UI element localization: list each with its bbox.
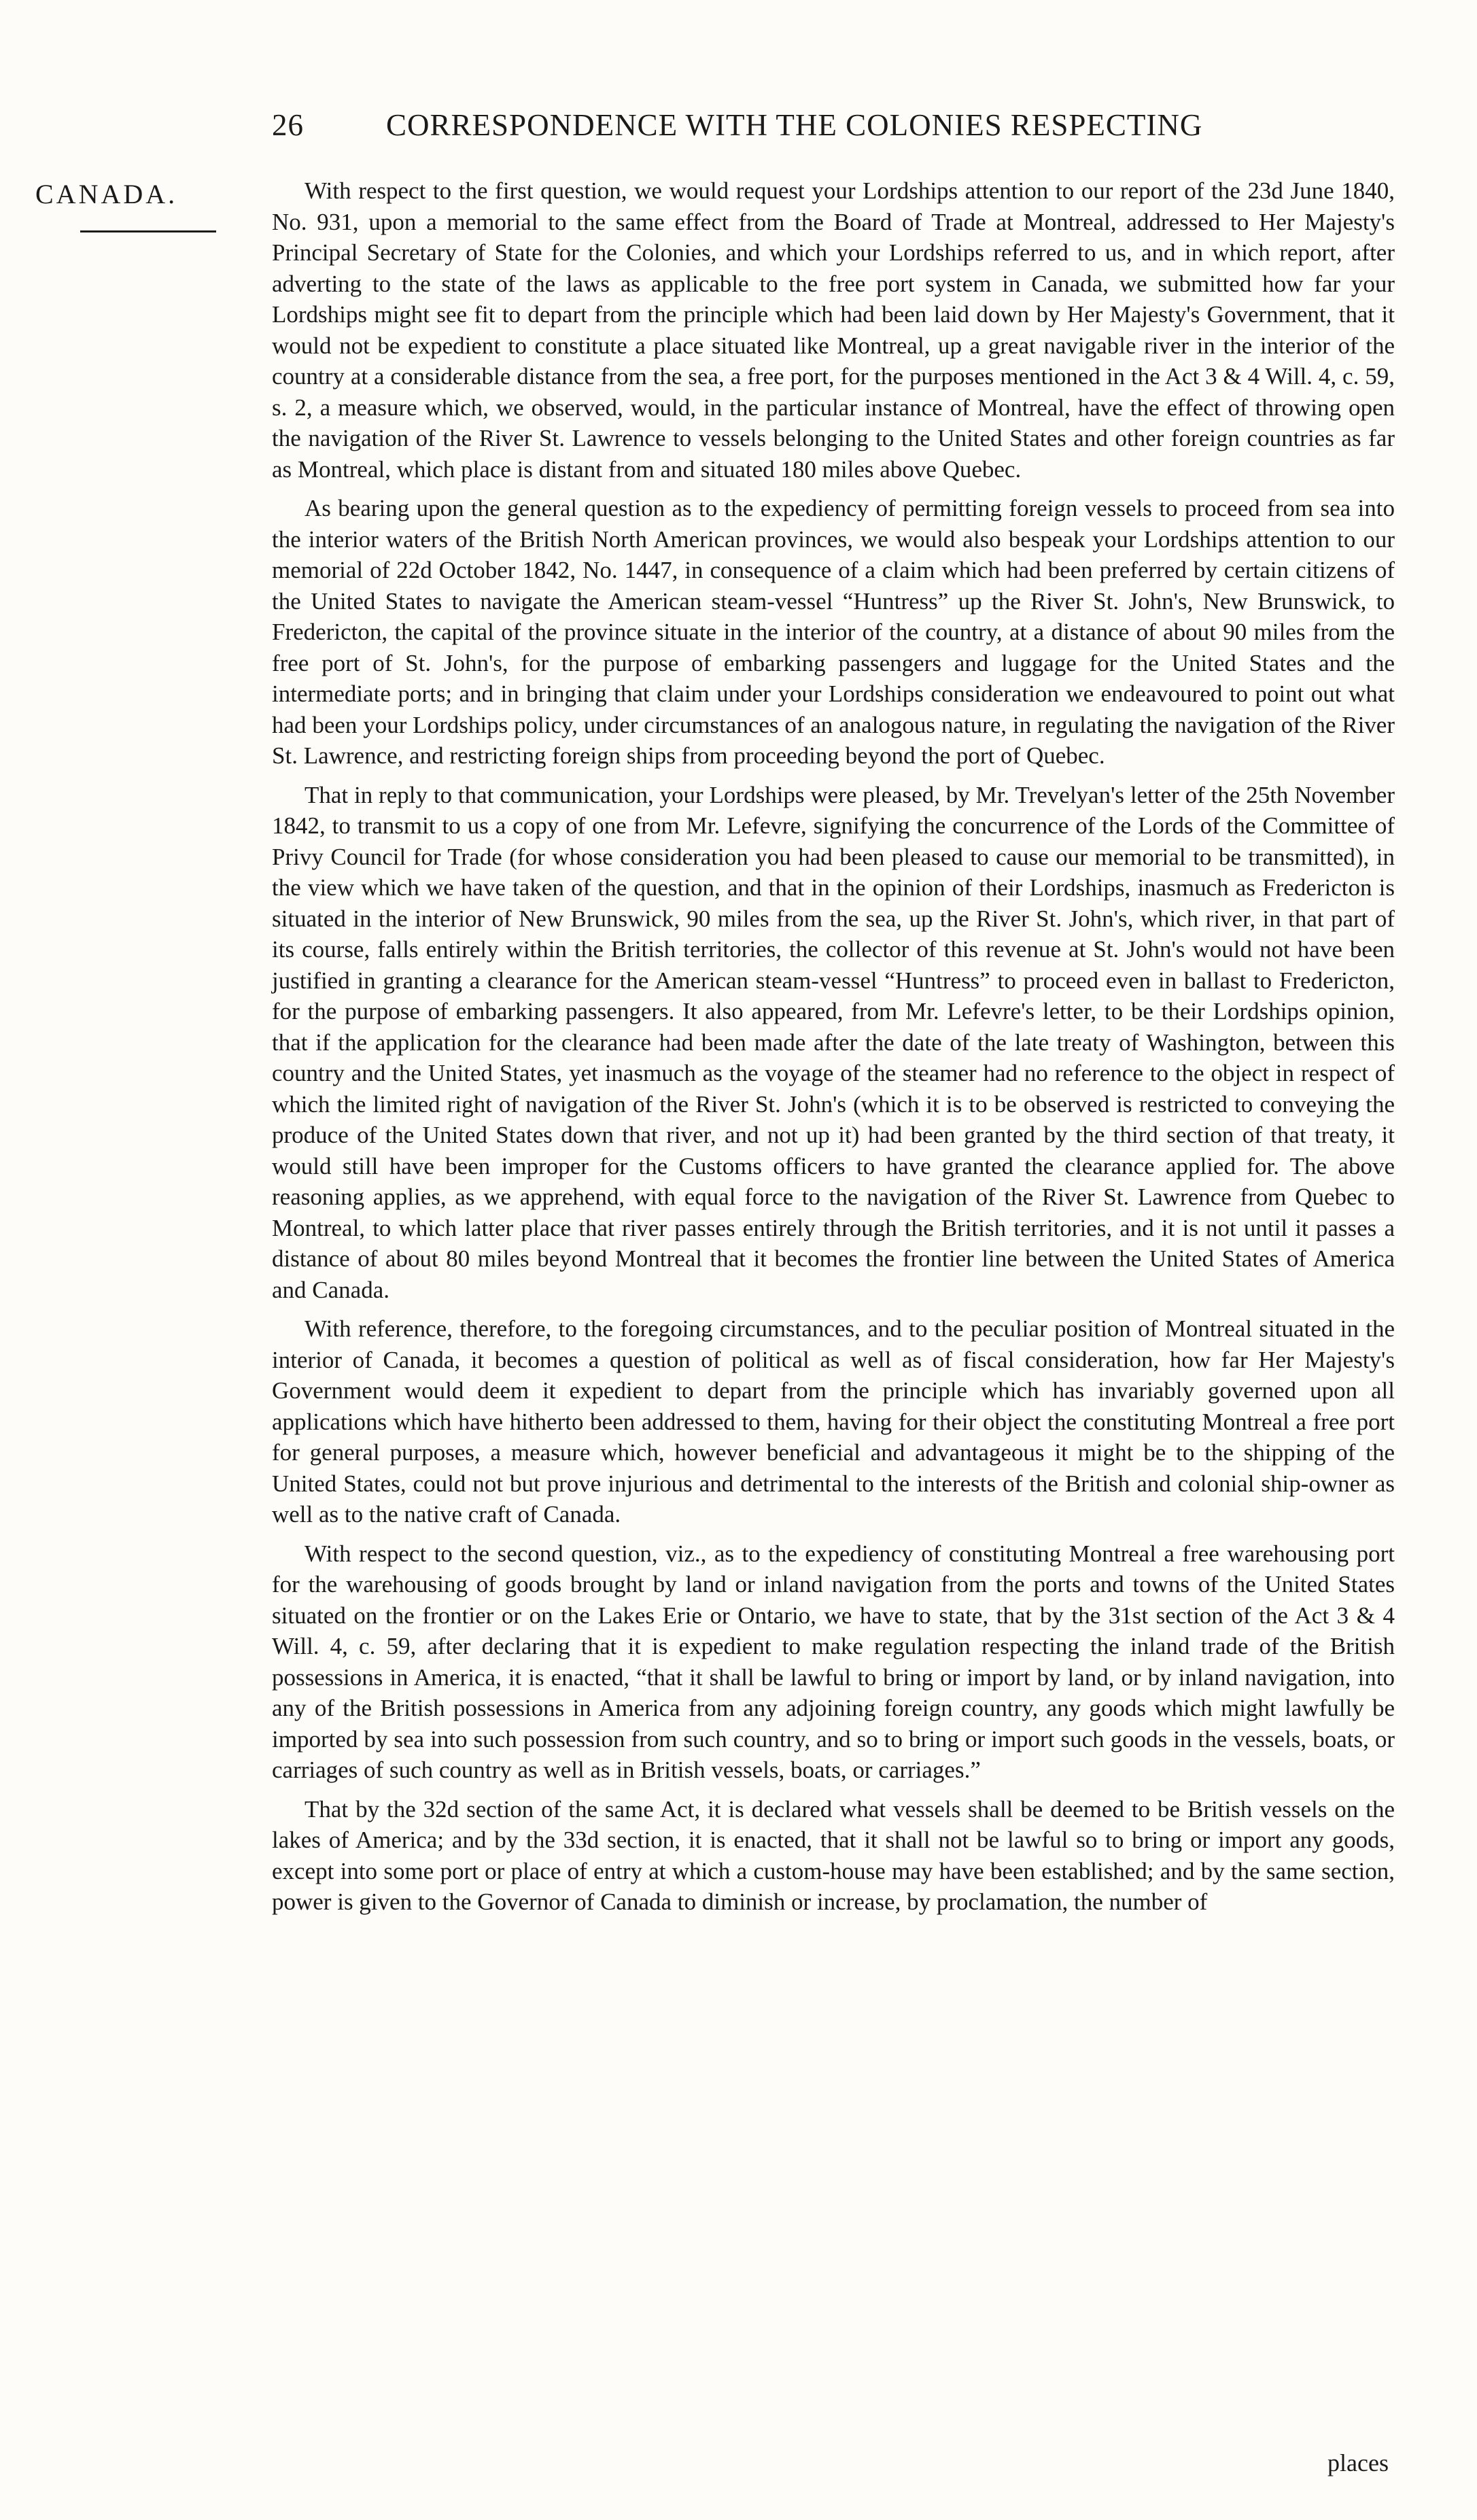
paragraph: With respect to the first question, we would request your Lordships attention to our report of the 23d June 1840, No. 931, upon a memorial to the same effect from the Board of Trade at Montreal, addressed to Her Majesty's Principal Secretary of State for the Colonies, and which your Lordships referred to us, and in which report, after adverting to the state of the laws as applicable to the free port system in Canada, we submitted how far your Lordships might see fit to depart from the principle which had been laid down by Her Majesty's Government, that it would not be expedient to constitute a place situated like Montreal, up a great navigable river in the interior of the country at a considerable distance from the sea, a free port, for the purposes mentioned in the Act 3 & 4 Will. 4, c. 59, s. 2, a measure which, we observed, would, in the particular instance of Montreal, have the effect of throwing open the navigation of the River St. Lawrence to vessels belonging to the United States and other foreign countries as far as Montreal, which place is distant from and situated 180 miles above Quebec. (272, 177, 1395, 483)
catchword: places (1327, 2449, 1389, 2476)
margin-note: CANADA. (35, 179, 178, 209)
running-head (272, 107, 1441, 155)
paragraph: That in reply to that communication, your Lordships were pleased, by Mr. Trevelyan's letter of the 25th November 1842, to transmit to us a copy of one from Mr. Lefevre, signifying the concurrence of the Lords of the Committee of Privy Council for Trade (for whose consideration you had been pleased to cause our memorial to be transmitted), in the view which we have taken of the question, and that in the opinion of their Lordships, inasmuch as Fredericton is situated in the interior of New Brunswick, 90 miles from the sea, up the River St. John's, which river, in that part of its course, falls entirely within the British territories, the collector of this revenue at St. John's would not have been justified in granting a clearance for the American steam-vessel “Huntress” to proceed even in ballast to Fredericton, for the purpose of embarking passengers. It also appeared, from Mr. Lefevre's letter, to be their Lordships opinion, that if the application for the clearance had been made after the date of the late treaty of Washington, between this country and the United States, yet inasmuch as the voyage of the steamer had no reference to the object in respect of which the limited right of navigation of the River St. John's (which it is to be observed is restricted to conveying the produce of the United States down that river, and not up it) had been granted by the third section of that treaty, it would still have been improper for the Customs officers to have granted the clearance applied for. The above reasoning applies, as we apprehend, with equal force to the navigation of the River St. Lawrence from Quebec to Montreal, to which latter place that river passes entirely through the British territories, and it is not until it passes a distance of about 80 miles beyond Montreal that it becomes the frontier line between the United States of America and Canada. (272, 781, 1395, 1303)
paragraph: With reference, therefore, to the foregoing circumstances, and to the peculiar position of Montreal situated in the interior of Canada, it becomes a question of political as well as of fiscal consideration, how far Her Majesty's Government would deem it expedient to depart from the principle which has invariably governed upon all applications which have hitherto been addressed to them, having for their object the constituting Montreal a free port for general purposes, a measure which, however beneficial and advantageous it might be to the shipping of the United States, could not but prove injurious and detrimental to the interests of the British and colonial ship-owner as well as to the native craft of Canada. (272, 1315, 1395, 1527)
margin-rule (80, 230, 216, 232)
page-number: 26 (272, 108, 304, 142)
paragraph: As bearing upon the general question as to the expediency of permitting foreign vessels to proceed from sea into the interior waters of the British North American provinces, we would also bespeak your Lordships attention to our memorial of 22d October 1842, No. 1447, in consequence of a claim which had been preferred by certain citizens of the United States to navigate the American steam-vessel “Huntress” up the River St. John's, New Brunswick, to Fredericton, the capital of the province situate in the interior of the country, at a distance of about 90 miles from the free port of St. John's, for the purpose of embarking passengers and luggage for the United States and the intermediate ports; and in bringing that claim under your Lordships consideration we endeavoured to point out what had been your Lordships policy, under circumstances of an analogous nature, in regulating the navigation of the River St. Lawrence, and restricting foreign ships from proceeding beyond the port of Quebec. (272, 495, 1395, 769)
paragraph: With respect to the second question, viz., as to the expediency of constituting Montreal a free warehousing port for the warehousing of goods brought by land or inland navigation from the ports and towns of the United States situated on the frontier or on the Lakes Erie or Ontario, we have to state, that by the 31st section of the Act 3 & 4 Will. 4, c. 59, after declaring that it is expedient to make regulation respecting the inland trade of the British possessions in America, it is enacted, “that it shall be lawful to bring or import by land, or by inland navigation, into any of the British possessions in America from any adjoining foreign country, any goods which might lawfully be imported by sea into such possession from such country, and so to bring or import such goods in the vessels, boats, or carriages of such country as well as in British vessels, boats, or carriages.” (272, 1540, 1395, 1783)
paragraph: That by the 32d section of the same Act, it is declared what vessels shall be deemed to be British vessels on the lakes of America; and by the 33d section, it is enacted, that it shall not be lawful so to bring or import any goods, except into some port or place of entry at which a custom-house may have been established; and by the same section, power is given to the Governor of Canada to diminish or increase, by proclamation, the number of (272, 1795, 1395, 1915)
body-text (272, 175, 1395, 1926)
page-title: CORRESPONDENCE WITH THE COLONIES RESPECTING (386, 108, 1203, 142)
